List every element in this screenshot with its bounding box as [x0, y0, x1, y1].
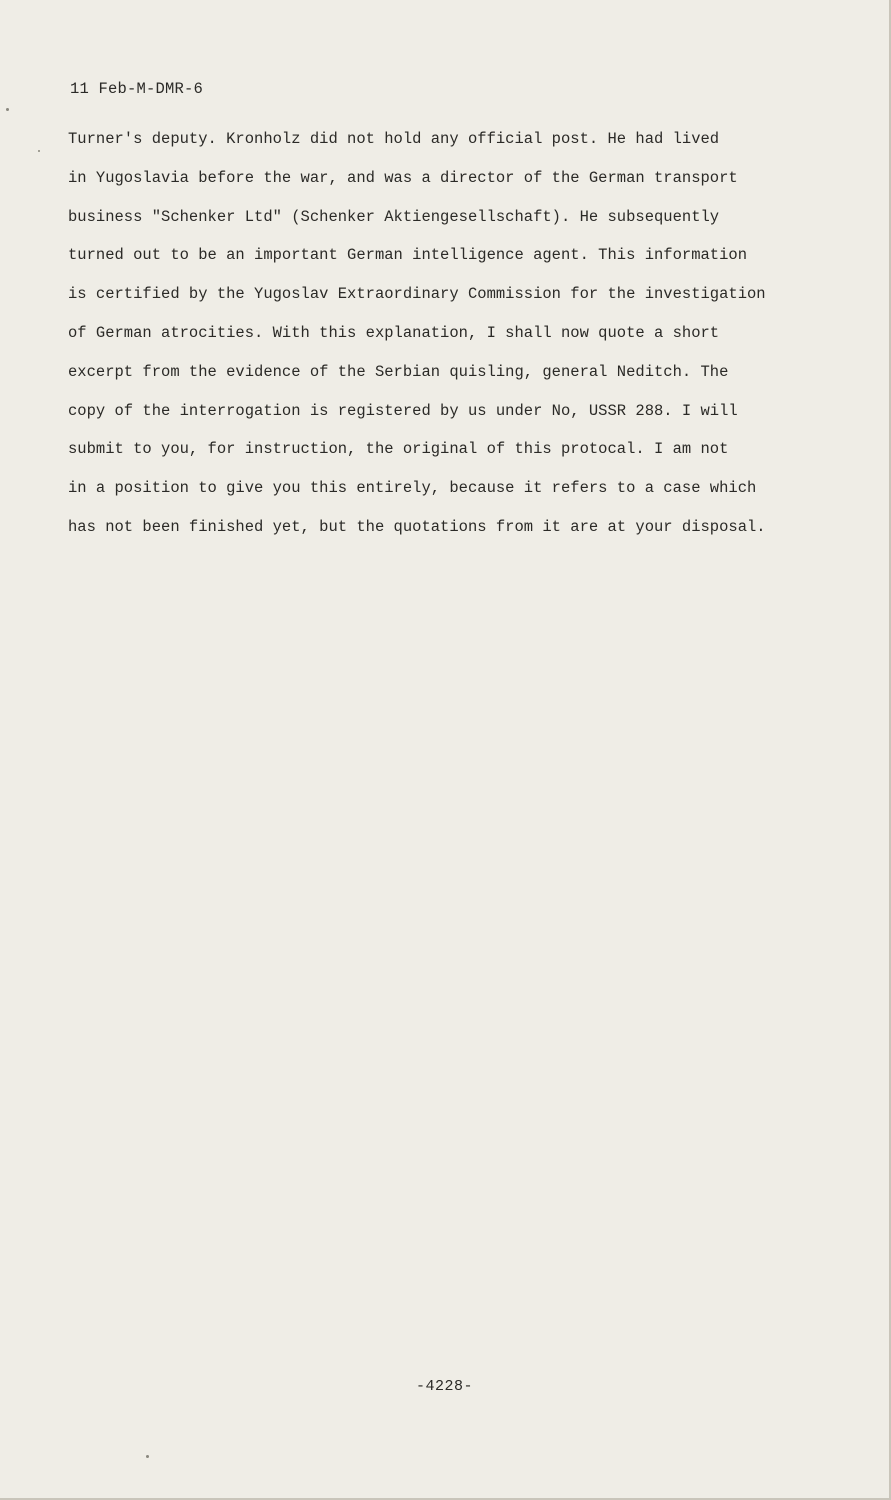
body-text: [68, 120, 808, 547]
paper-speck: [38, 150, 40, 152]
page-number: -4228-: [415, 1378, 473, 1395]
text-line: of German atrocities. With this explanation, I shall now quote a short: [68, 323, 720, 342]
document-reference: 11 Feb-M-DMR-6: [70, 80, 204, 98]
paper-speck: [146, 1455, 149, 1458]
text-line: in a position to give you this entirely, because it refers to a case which: [68, 479, 757, 498]
text-line: Turner's deputy. Kronholz did not hold any official post. He had lived: [68, 130, 720, 148]
paper-speck: [6, 108, 9, 111]
text-line: excerpt from the evidence of the Serbian quisling, general Neditch. The: [68, 362, 729, 381]
text-line: in Yugoslavia before the war, and was a director of the German transport: [68, 168, 738, 187]
text-line: turned out to be an important German intelligence agent. This information: [68, 246, 748, 265]
text-line: business "Schenker Ltd" (Schenker Aktiengesellschaft). He subsequently: [68, 207, 720, 226]
text-line: submit to you, for instruction, the original of this protocal. I am not: [68, 440, 729, 459]
text-line: has not been finished yet, but the quotations from it are at your disposal.: [68, 517, 766, 536]
text-line: copy of the interrogation is registered by us under No, USSR 288. I will: [68, 401, 738, 420]
text-line: is certified by the Yugoslav Extraordinary Commission for the investigation: [68, 285, 766, 304]
